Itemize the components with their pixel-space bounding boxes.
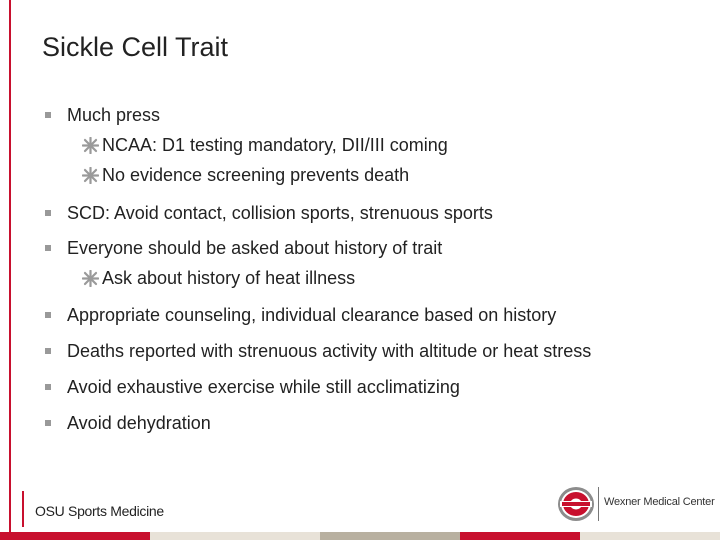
bullet-text: Avoid exhaustive exercise while still acclimatizing bbox=[67, 377, 460, 397]
square-bullet-icon bbox=[45, 112, 51, 118]
left-accent-rule bbox=[9, 0, 11, 540]
sub-bullet-item bbox=[45, 267, 705, 289]
square-bullet-icon bbox=[45, 245, 51, 251]
bullet-text: Avoid dehydration bbox=[67, 413, 211, 433]
bullet-item bbox=[45, 340, 705, 362]
logo-wordmark: Wexner Medical Center bbox=[604, 496, 715, 508]
logo-divider bbox=[598, 487, 599, 521]
star-bullet-icon bbox=[82, 270, 99, 287]
footer-bar-segment bbox=[150, 532, 320, 540]
ohio-state-logo bbox=[556, 485, 596, 523]
bullet-text: Appropriate counseling, individual clearance based on history bbox=[67, 305, 557, 325]
bullet-item bbox=[45, 304, 705, 326]
bullet-text: SCD: Avoid contact, collision sports, strenuous sports bbox=[67, 203, 493, 223]
sub-bullet-text: No evidence screening prevents death bbox=[102, 165, 410, 185]
footer-bar-segment bbox=[320, 532, 460, 540]
bullet-item bbox=[45, 412, 705, 434]
bullet-list bbox=[45, 104, 705, 434]
bullet-item bbox=[45, 104, 705, 126]
bullet-text: Deaths reported with strenuous activity with altitude or heat stress bbox=[67, 341, 592, 361]
star-bullet-icon bbox=[82, 137, 99, 154]
bullet-item bbox=[45, 376, 705, 398]
footer-color-bar bbox=[0, 532, 720, 540]
bullet-item bbox=[45, 202, 705, 224]
square-bullet-icon bbox=[45, 420, 51, 426]
square-bullet-icon bbox=[45, 348, 51, 354]
square-bullet-icon bbox=[45, 312, 51, 318]
sub-bullet-text: Ask about history of heat illness bbox=[102, 268, 356, 288]
footer-bar-segment bbox=[0, 532, 150, 540]
bullet-item bbox=[45, 237, 705, 259]
footer-accent-line bbox=[22, 491, 24, 527]
sub-bullet-text: NCAA: D1 testing mandatory, DII/III coming bbox=[102, 135, 448, 155]
square-bullet-icon bbox=[45, 210, 51, 216]
footer-label: OSU Sports Medicine bbox=[35, 503, 164, 519]
slide-title: Sickle Cell Trait bbox=[42, 32, 229, 62]
footer-bar-segment bbox=[460, 532, 580, 540]
square-bullet-icon bbox=[45, 384, 51, 390]
bullet-text: Much press bbox=[67, 105, 161, 125]
bullet-text: Everyone should be asked about history of trait bbox=[67, 238, 443, 258]
sub-bullet-item bbox=[45, 164, 705, 186]
footer-bar-segment bbox=[580, 532, 720, 540]
sub-bullet-item bbox=[45, 134, 705, 156]
star-bullet-icon bbox=[82, 167, 99, 184]
